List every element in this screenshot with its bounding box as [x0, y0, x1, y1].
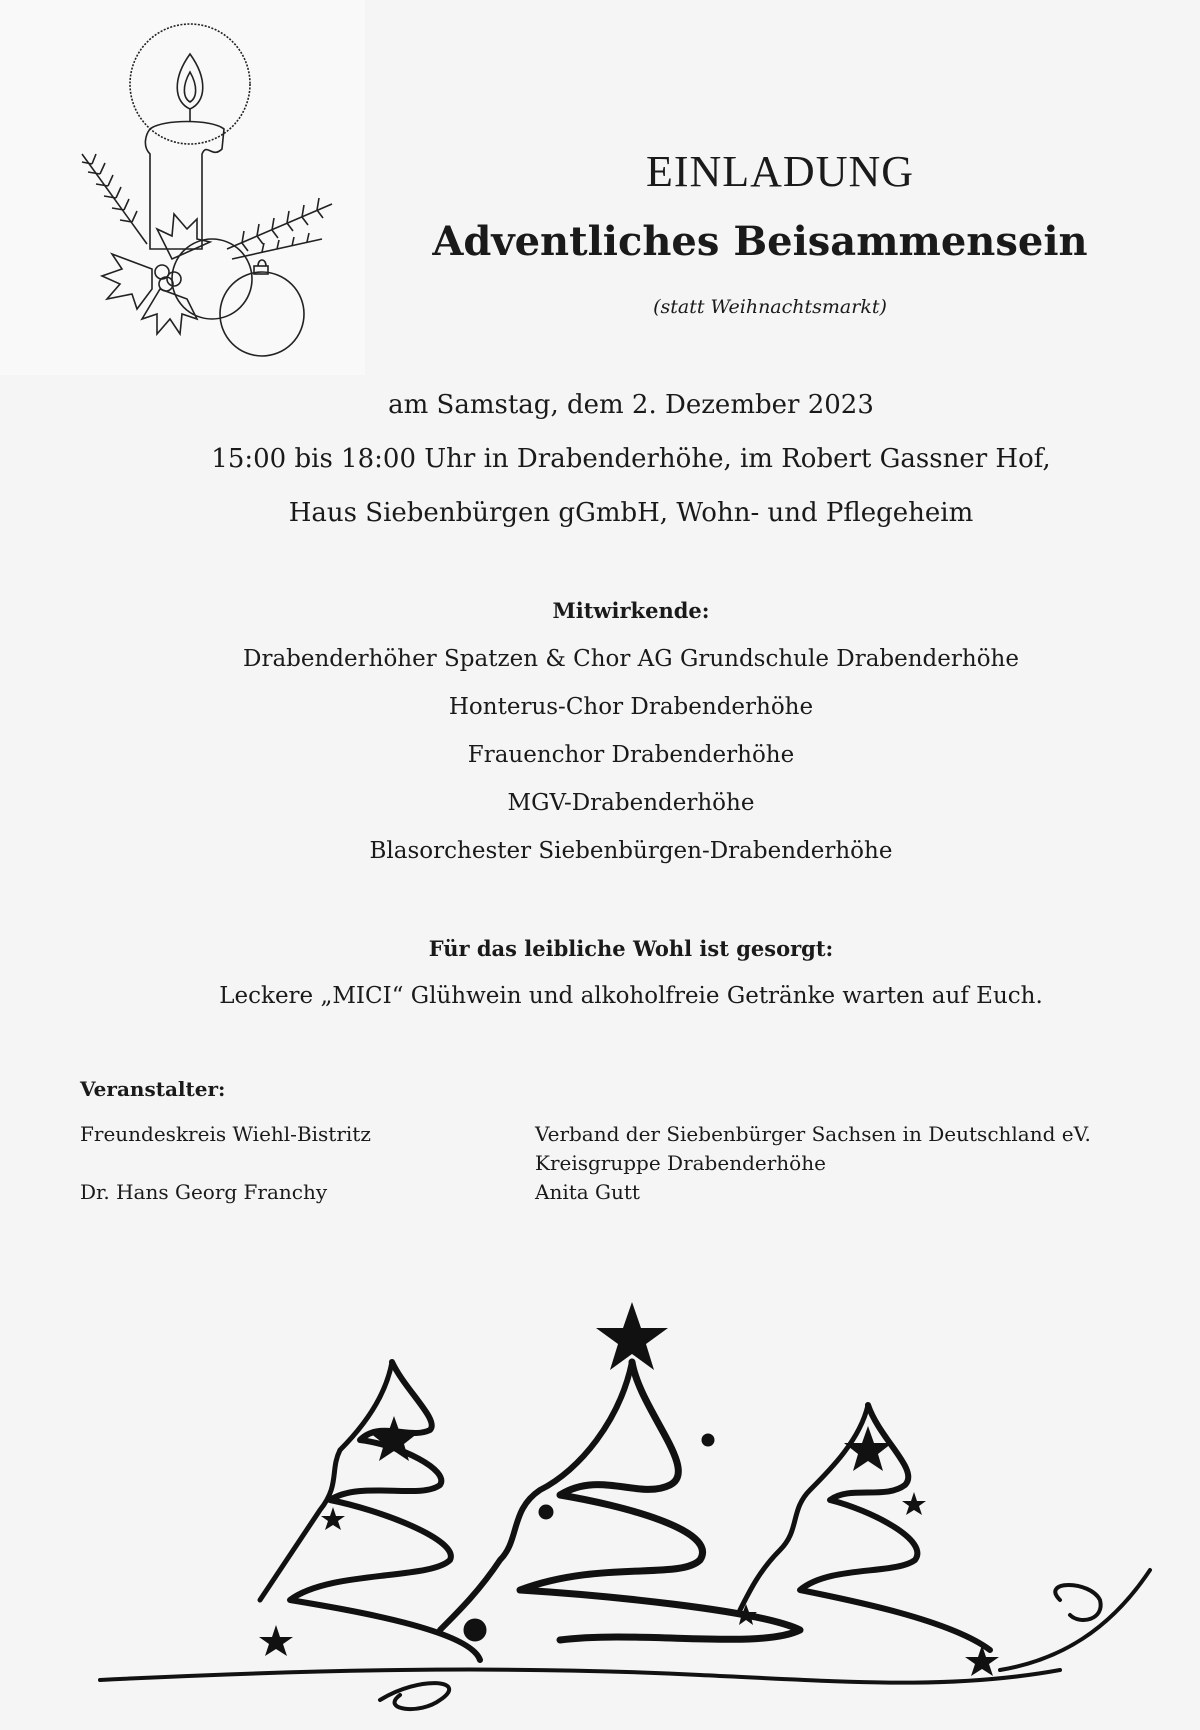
organizer-right-person: Anita Gutt: [535, 1180, 640, 1204]
event-date: am Samstag, dem 2. Dezember 2023: [388, 390, 874, 420]
event-time-place: 15:00 bis 18:00 Uhr in Drabenderhöhe, im Robert Gassner Hof,: [211, 444, 1051, 474]
performers-heading: Mitwirkende:: [552, 598, 710, 623]
performer-item: Drabenderhöher Spatzen & Chor AG Grundschule Drabenderhöhe: [243, 646, 1019, 672]
organizer-left: [80, 1120, 520, 1207]
performer-item: Blasorchester Siebenbürgen-Drabenderhöhe: [369, 838, 893, 864]
event-venue: Haus Siebenbürgen gGmbH, Wohn- und Pflegeheim: [288, 498, 974, 528]
performer-item: Honterus-Chor Drabenderhöhe: [448, 694, 814, 720]
organizer-right-suborg: Kreisgruppe Drabenderhöhe: [535, 1151, 826, 1175]
performer-item: Frauenchor Drabenderhöhe: [467, 742, 795, 768]
organizer-right-org: Verband der Siebenbürger Sachsen in Deutschland eV.: [535, 1122, 1091, 1146]
organizers-heading: Veranstalter:: [80, 1077, 226, 1101]
organizer-left-org: Freundeskreis Wiehl-Bistritz: [80, 1122, 371, 1146]
refreshments-text: Leckere „MICI“ Glühwein und alkoholfreie Getränke warten auf Euch.: [219, 983, 1043, 1009]
christmas-trees-icon: [0, 1270, 1200, 1730]
candle-wreath-icon: [62, 14, 342, 364]
event-note: (statt Weihnachtsmarkt): [653, 296, 887, 318]
refreshments-heading: Für das leibliche Wohl ist gesorgt:: [428, 936, 834, 961]
organizer-left-person: Dr. Hans Georg Franchy: [80, 1180, 328, 1204]
organizer-right: [535, 1120, 1175, 1207]
invitation-title: EINLADUNG: [645, 147, 915, 196]
event-name: Adventliches Beisammensein: [432, 218, 1088, 265]
performer-item: MGV-Drabenderhöhe: [507, 790, 755, 816]
